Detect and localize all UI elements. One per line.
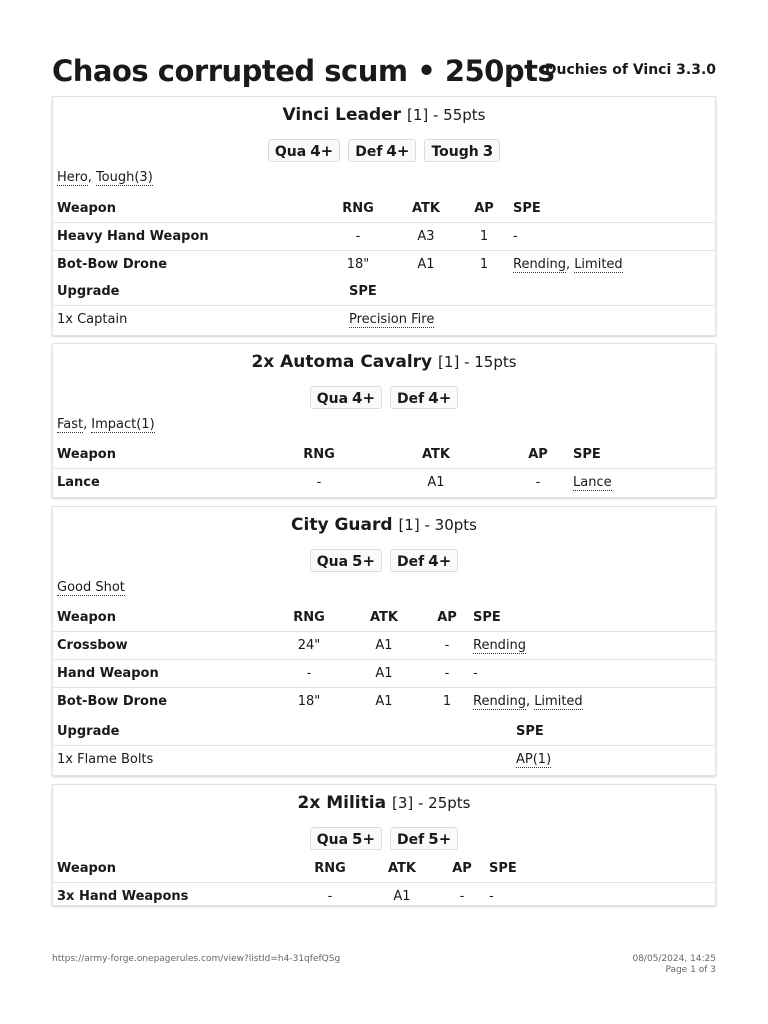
unit-title [53, 352, 715, 372]
table-header-row: Weapon RNG ATK AP SPE [57, 609, 501, 625]
rule-link[interactable]: AP(1) [516, 751, 552, 767]
stat-quality: Qua 4+ [268, 139, 340, 162]
unit-meta: [1] - 30pts [398, 516, 477, 534]
rule-link[interactable]: Limited [574, 256, 623, 272]
table-header-row: Weapon RNG ATK AP SPE [57, 860, 517, 876]
unit-name: City Guard [291, 515, 393, 535]
upgrades-table [53, 718, 715, 773]
weapons-table [53, 195, 715, 278]
rule-link[interactable]: Lance [573, 474, 612, 490]
upgrades-table [53, 278, 715, 333]
footer-url: https://army-forge.onepagerules.com/view?listId=h4-31qfefQSg [52, 954, 341, 964]
weapons-table [53, 441, 715, 496]
unit-meta: [3] - 25pts [391, 794, 471, 812]
table-row: Bot-Bow Drone 18" A1 1 Rending, Limited [53, 250, 715, 278]
stat-defense: Def 4+ [390, 549, 458, 572]
table-header-row: Upgrade SPE [57, 723, 544, 739]
stat-quality: Qua 4+ [310, 386, 382, 409]
unit-card-city-guard [52, 506, 716, 776]
table-row: Bot-Bow Drone 18" A1 1 Rending, Limited [53, 687, 715, 715]
stat-defense: Def 4+ [348, 139, 416, 162]
page-header [52, 54, 716, 94]
unit-meta: [1] - 15pts [438, 353, 517, 371]
rule-link[interactable]: Good Shot [57, 580, 125, 595]
rule-link[interactable]: Rending [513, 256, 567, 272]
unit-name: 2x Militia [297, 793, 387, 813]
stat-defense: Def 5+ [390, 827, 458, 850]
table-row: Hand Weapon - A1 - - [53, 659, 715, 687]
unit-stats [53, 139, 715, 162]
rule-link[interactable]: Tough(3) [95, 170, 153, 185]
table-header-row: Upgrade SPE [57, 283, 377, 299]
stat-quality: Qua 5+ [310, 549, 382, 572]
rule-link[interactable]: Hero [57, 170, 88, 185]
table-row: 1x Flame Bolts AP(1) [53, 745, 715, 773]
rule-link[interactable]: Impact(1) [91, 417, 155, 432]
unit-name: 2x Automa Cavalry [251, 352, 433, 372]
rule-link[interactable]: Fast [57, 417, 84, 432]
rule-link[interactable]: Rending [473, 693, 527, 709]
army-title: Chaos corrupted scum • 250pts [52, 54, 555, 88]
unit-special-rules: Hero, Tough(3) [57, 170, 153, 185]
unit-title [53, 515, 715, 535]
rule-link[interactable]: Rending [473, 637, 527, 653]
table-row: Crossbow 24" A1 - Rending [53, 631, 715, 659]
rule-link[interactable]: Precision Fire [349, 311, 435, 327]
weapons-table [53, 604, 715, 715]
stat-tough: Tough 3 [424, 139, 500, 162]
stat-defense: Def 4+ [390, 386, 458, 409]
table-row: 3x Hand Weapons - A1 - - [53, 882, 715, 910]
table-row: Lance - A1 - Lance [53, 468, 715, 496]
unit-card-vinci-leader [52, 96, 716, 336]
army-version: Duchies of Vinci 3.3.0 [544, 62, 716, 78]
footer-page-number: Page 1 of 3 [665, 965, 716, 975]
unit-special-rules: Fast, Impact(1) [57, 417, 155, 432]
unit-stats [53, 549, 715, 572]
unit-special-rules [57, 580, 125, 595]
unit-name: Vinci Leader [282, 105, 402, 125]
unit-meta: [1] - 55pts [406, 106, 486, 124]
unit-title [53, 793, 715, 813]
stat-quality: Qua 5+ [310, 827, 382, 850]
footer-datetime: 08/05/2024, 14:25 [632, 954, 716, 964]
rule-link[interactable]: Limited [534, 693, 583, 709]
weapons-table [53, 855, 715, 910]
unit-title [53, 105, 715, 125]
unit-card-militia [52, 784, 716, 906]
unit-card-automa-cavalry [52, 343, 716, 498]
table-row: 1x Captain Precision Fire [53, 305, 715, 333]
table-header-row: Weapon RNG ATK AP SPE [57, 446, 601, 462]
table-row: Heavy Hand Weapon - A3 1 - [53, 222, 715, 250]
table-header-row: Weapon RNG ATK AP SPE [57, 200, 541, 216]
unit-stats [53, 386, 715, 409]
unit-stats [53, 827, 715, 850]
